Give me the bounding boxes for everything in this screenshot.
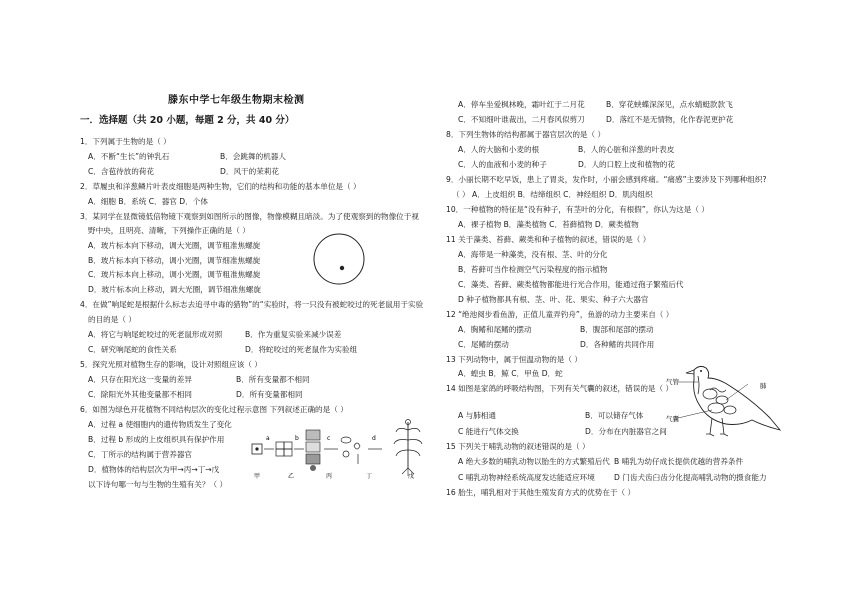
question-15-option-a: A 绝大多数的哺乳动物以胎生的方式繁殖后代 bbox=[458, 457, 610, 466]
question-14: 14 如图是家鸽的呼吸结构图，下列有关气囊的叙述，错误的是（ ） bbox=[446, 384, 674, 393]
question-8-option-c: C．人的血液和小麦的种子 bbox=[458, 160, 547, 169]
question-11: 11 关于藻类、苔藓、蕨类和种子植物的叙述，错误的是（ ） bbox=[446, 235, 651, 244]
question-14-option-b: B．可以储存气体 bbox=[585, 411, 644, 420]
question-10-options: A．裸子植物 B．藻类植物 C．苔藓植物 D．蕨类植物 bbox=[458, 220, 639, 229]
question-4-option-a: A．将它与响尾蛇咬过的死老鼠形成对照 bbox=[88, 330, 223, 339]
question-7-option-b: B．穿花蛱蝶深深见，点水蜻蜓款款飞 bbox=[606, 100, 733, 109]
question-15-option-b: B 哺乳为幼仔成长提供优越的营养条件 bbox=[614, 457, 744, 466]
question-7: 以下诗句哪一句与生物的生殖有关？（ ） bbox=[88, 480, 228, 489]
question-3-cont: 野中央，且明亮、清晰，下列操作正确的是（ ） bbox=[88, 226, 250, 235]
question-15: 15 下列关于哺乳动物的叙述错误的是（ ） bbox=[446, 442, 590, 451]
question-1-option-a: A．不断“生长”的钟乳石 bbox=[88, 152, 170, 161]
question-4-option-b: B．作为重复实验来减少误差 bbox=[245, 330, 342, 339]
question-3-option-b: B．玻片标本向下移动，调小光圈，调节细准焦螺旋 bbox=[88, 256, 261, 265]
section-heading: 一．选择题（共 20 小题，每题 2 分，共 40 分） bbox=[80, 115, 295, 126]
question-6-option-d: D．植物体的结构层次为甲→丙→丁→戊 bbox=[88, 465, 220, 474]
question-5-option-a: A．只存在阳光这一变量的差异 bbox=[88, 375, 192, 384]
question-3: 3．某同学在显微镜低倍物镜下观察到如图所示的图像，物像模糊且暗淡。为了使观察到的物像位于视 bbox=[80, 212, 419, 221]
question-15-option-c: C 哺乳动物神经系统高度发达能适应环境 bbox=[458, 473, 595, 482]
question-1-option-d: D．风干的茉莉花 bbox=[220, 167, 280, 176]
question-8: 8．下列生物体的结构都属于器官层次的是（ ） bbox=[446, 130, 606, 139]
bird-label-trachea: 气管 bbox=[666, 378, 679, 386]
question-1: 1．下列属于生物的是（ ） bbox=[80, 137, 171, 146]
question-15-option-d: D 门齿犬齿臼齿分化提高哺乳动物的摄食能力 bbox=[614, 473, 767, 482]
step-label-d: d bbox=[372, 435, 376, 442]
question-6-option-b: B．过程 b 形成的上皮组织具有保护作用 bbox=[88, 435, 225, 444]
question-6-option-a: A．过程 a 使细胞内的遗传物质发生了变化 bbox=[88, 420, 232, 429]
bird-label-air-sac: 气囊 bbox=[666, 415, 679, 423]
figure-label-bing: 丙 bbox=[326, 473, 333, 480]
question-12-option-d: D．各种鳍的共同作用 bbox=[580, 340, 655, 349]
question-7-option-c: C．不知细叶谁裁出，二月春风似剪刀 bbox=[458, 115, 585, 124]
question-7-option-d: D．落红不是无情物，化作春泥更护花 bbox=[606, 115, 734, 124]
question-11-option-b: B．苔藓可当作检测空气污染程度的指示植物 bbox=[458, 265, 608, 274]
figure-label-yi: 乙 bbox=[288, 473, 295, 480]
question-9-options: （ ） A．上皮组织 B．结缔组织 C．神经组织 D．肌肉组织 bbox=[452, 190, 653, 199]
question-5-option-d: D．所有变量都相同 bbox=[236, 390, 303, 399]
question-7-option-a: A．停车坐爱枫林晚，霜叶红于二月花 bbox=[458, 100, 585, 109]
figure-label-ding: 丁 bbox=[366, 473, 373, 480]
question-3-option-d: D．玻片标本向上移动，调大光圈，调节细准焦螺旋 bbox=[88, 285, 261, 294]
question-6: 6．如图为绿色开花植物不同结构层次的变化过程示意图 下列叙述正确的是（ ） bbox=[80, 405, 348, 414]
pigeon-respiratory-figure bbox=[664, 360, 796, 442]
step-label-b: b bbox=[295, 435, 299, 442]
question-14-option-a: A 与肺相通 bbox=[458, 411, 496, 420]
question-11-option-d: D 种子植物都具有根、茎、叶、花、果实、种子六大器官 bbox=[458, 295, 649, 304]
question-12-option-a: A．胸鳍和尾鳍的摆动 bbox=[458, 325, 532, 334]
question-4-option-c: C．研究响尾蛇的食性关系 bbox=[88, 345, 177, 354]
question-3-option-a: A．玻片标本向下移动，调大光圈，调节粗准焦螺旋 bbox=[88, 241, 261, 250]
question-10: 10．一种植物的特征是“没有种子，有茎叶的分化，有根假”，你认为这是（ ） bbox=[446, 205, 709, 214]
question-1-option-b: B．会跳舞的机器人 bbox=[220, 152, 286, 161]
question-1-option-c: C．含苞待放的荷花 bbox=[88, 167, 155, 176]
question-11-option-a: A．海带是一种藻类，没有根、茎、叶的分化 bbox=[458, 250, 608, 259]
question-14-option-c: C 能进行气体交换 bbox=[458, 427, 519, 436]
question-14-option-d: D．分布在内脏器官之间 bbox=[585, 427, 667, 436]
question-5: 5．探究光照对植物生存的影响，设计对照组应该（ ） bbox=[80, 360, 262, 369]
question-2: 2．草履虫和洋葱鳞片叶表皮细胞是两种生物，它们的结构和功能的基本单位是（ ） bbox=[80, 182, 361, 191]
question-8-option-d: D．人的口腔上皮和植物的花 bbox=[578, 160, 675, 169]
question-5-option-c: C．除阳光外其他变量都不相同 bbox=[88, 390, 193, 399]
question-12-option-c: C．尾鳍的摆动 bbox=[458, 340, 509, 349]
question-13-options: A．蝗虫 B．鲸 C．甲鱼 D．蛇 bbox=[458, 369, 563, 378]
question-13: 13 下列动物中，属于恒温动物的是（ ） bbox=[446, 355, 582, 364]
question-8-option-a: A．人的大脑和小麦的根 bbox=[458, 145, 540, 154]
question-12: 12 “绝池阅步看鱼游，正值儿童弄钓舟”，鱼游的动力主要来自（ ） bbox=[446, 310, 674, 319]
question-6-option-c: C．丁所示的结构属于营养器官 bbox=[88, 450, 193, 459]
question-4-option-d: D．将蛇咬过的死老鼠作为实验组 bbox=[245, 345, 358, 354]
step-label-a: a bbox=[266, 435, 270, 442]
step-label-c: c bbox=[327, 435, 331, 442]
question-4-cont: 的目的是（ ） bbox=[88, 315, 136, 324]
question-2-options: A．细胞 B．系统 C．器官 D．个体 bbox=[88, 197, 208, 206]
microscope-view-figure bbox=[312, 232, 366, 286]
question-11-option-c: C．藻类、苔藓、蕨类植物都能进行光合作用，能通过孢子繁殖后代 bbox=[458, 280, 684, 289]
figure-label-wu: 戊 bbox=[408, 473, 415, 480]
page-title: 滕东中学七年级生物期末检测 bbox=[168, 95, 305, 106]
question-12-option-b: B．腹部和尾部的摆动 bbox=[580, 325, 654, 334]
question-4: 4．在做”响尾蛇是根据什么标志去追寻中毒的猎物”的“实验时，将一只没有被蛇咬过的死老鼠用于实验 bbox=[80, 300, 424, 309]
plant-structure-levels-figure bbox=[248, 418, 438, 480]
question-16: 16 胎生，哺乳相对于其他生殖发育方式的优势在于（ ） bbox=[446, 488, 636, 497]
question-3-option-c: C．玻片标本向上移动，调小光圈，调节粗准焦螺旋 bbox=[88, 270, 261, 279]
figure-label-jia: 甲 bbox=[254, 473, 261, 480]
question-9: 9．小丽长期不吃早饭，患上了胃炎，发作时，小丽会感到疼痛。“痛感”主要涉及下列哪种组织? bbox=[446, 175, 767, 184]
bird-label-lung: 肺 bbox=[760, 382, 767, 390]
question-5-option-b: B．所有变量都不相同 bbox=[236, 375, 310, 384]
question-8-option-b: B．人的心脏和洋葱的叶表皮 bbox=[578, 145, 675, 154]
